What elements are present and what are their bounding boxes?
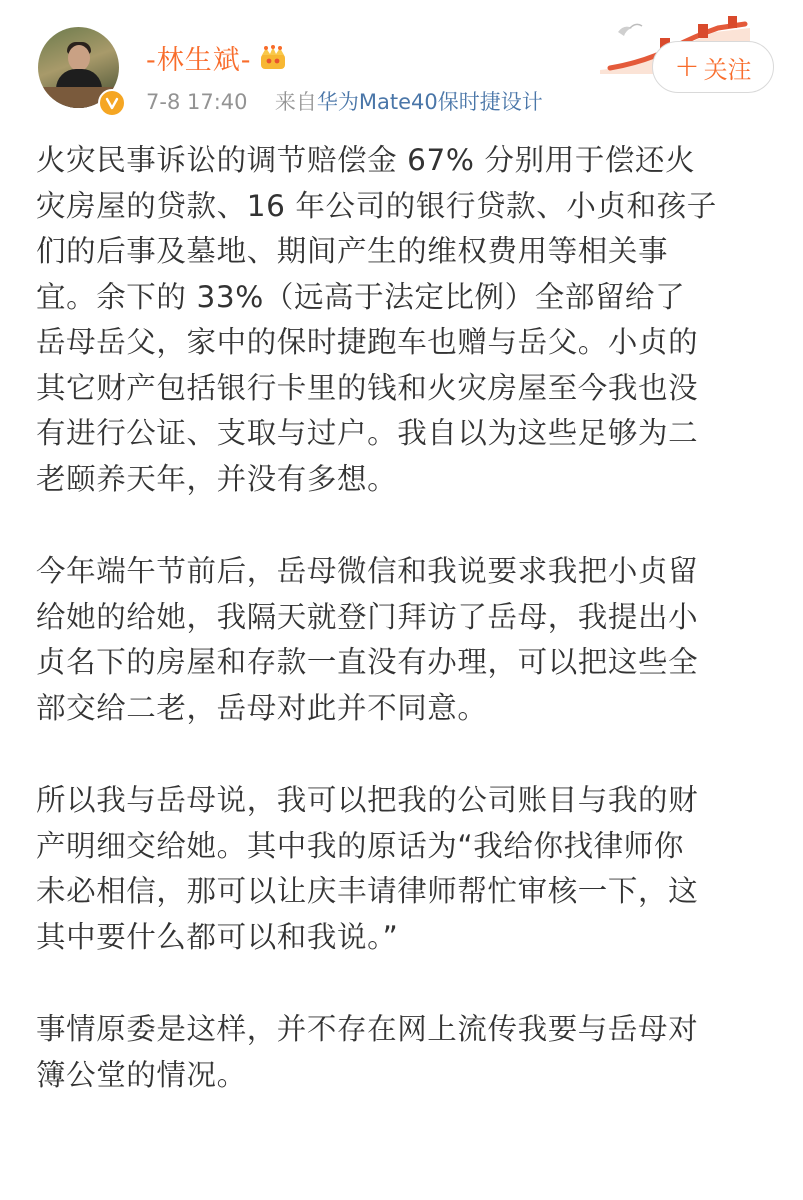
text-line: 事情原委是这样，并不存在网上流传我要与岳母对 — [36, 1012, 699, 1046]
text-line: 火灾民事诉讼的调节赔偿金 67% 分别用于偿还火 — [36, 143, 696, 177]
text-line: 未必相信，那可以让庆丰请律师帮忙审核一下，这 — [36, 874, 699, 908]
text-line: 岳母岳父，家中的保时捷跑车也赠与岳父。小贞的 — [36, 325, 699, 359]
post-timestamp: 7-8 17:40 — [146, 90, 248, 114]
verified-badge-icon — [98, 89, 126, 117]
text-line: 们的后事及墓地、期间产生的维权费用等相关事 — [36, 234, 669, 268]
paragraph-2 — [36, 549, 776, 731]
follow-label: 关注 — [703, 55, 752, 84]
paragraph-3 — [36, 778, 776, 960]
follow-button[interactable] — [652, 41, 774, 93]
avatar[interactable] — [38, 27, 119, 108]
text-line: 宜。余下的 33%（远高于法定比例）全部留给了 — [36, 279, 686, 314]
post-content — [36, 138, 776, 1098]
text-line: 其中要什么都可以和我说。” — [36, 919, 399, 954]
crown-icon — [258, 45, 288, 71]
text-line: 所以我与岳母说，我可以把我的公司账目与我的财 — [36, 783, 699, 817]
post-meta — [146, 86, 543, 116]
text-line: 有进行公证、支取与过户。我自以为这些足够为二 — [36, 416, 699, 450]
username[interactable]: -林生斌- — [146, 45, 252, 76]
username-row — [146, 38, 288, 77]
text-line: 贞名下的房屋和存款一直没有办理，可以把这些全 — [36, 645, 699, 679]
paragraph-4 — [36, 1007, 776, 1098]
text-line: 今年端午节前后，岳母微信和我说要求我把小贞留 — [36, 554, 699, 588]
text-line: 产明细交给她。其中我的原话为“我给你找律师你 — [36, 828, 684, 863]
text-line: 灾房屋的贷款、16 年公司的银行贷款、小贞和孩子 — [36, 188, 717, 223]
text-line: 其它财产包括银行卡里的钱和火灾房屋至今我也没 — [36, 370, 699, 405]
text-line: 簿公堂的情况。 — [36, 1057, 247, 1092]
device-link[interactable]: 华为Mate40保时捷设计 — [316, 90, 543, 114]
text-line: 老颐养天年，并没有多想。 — [36, 461, 398, 496]
text-line: 给她的给她，我隔天就登门拜访了岳母，我提出小 — [36, 599, 699, 634]
post-header — [0, 0, 803, 130]
paragraph-1 — [36, 138, 776, 502]
source-prefix: 来自 — [274, 90, 317, 114]
text-line: 部交给二老，岳母对此并不同意。 — [36, 690, 488, 725]
plus-icon: + — [674, 49, 700, 84]
